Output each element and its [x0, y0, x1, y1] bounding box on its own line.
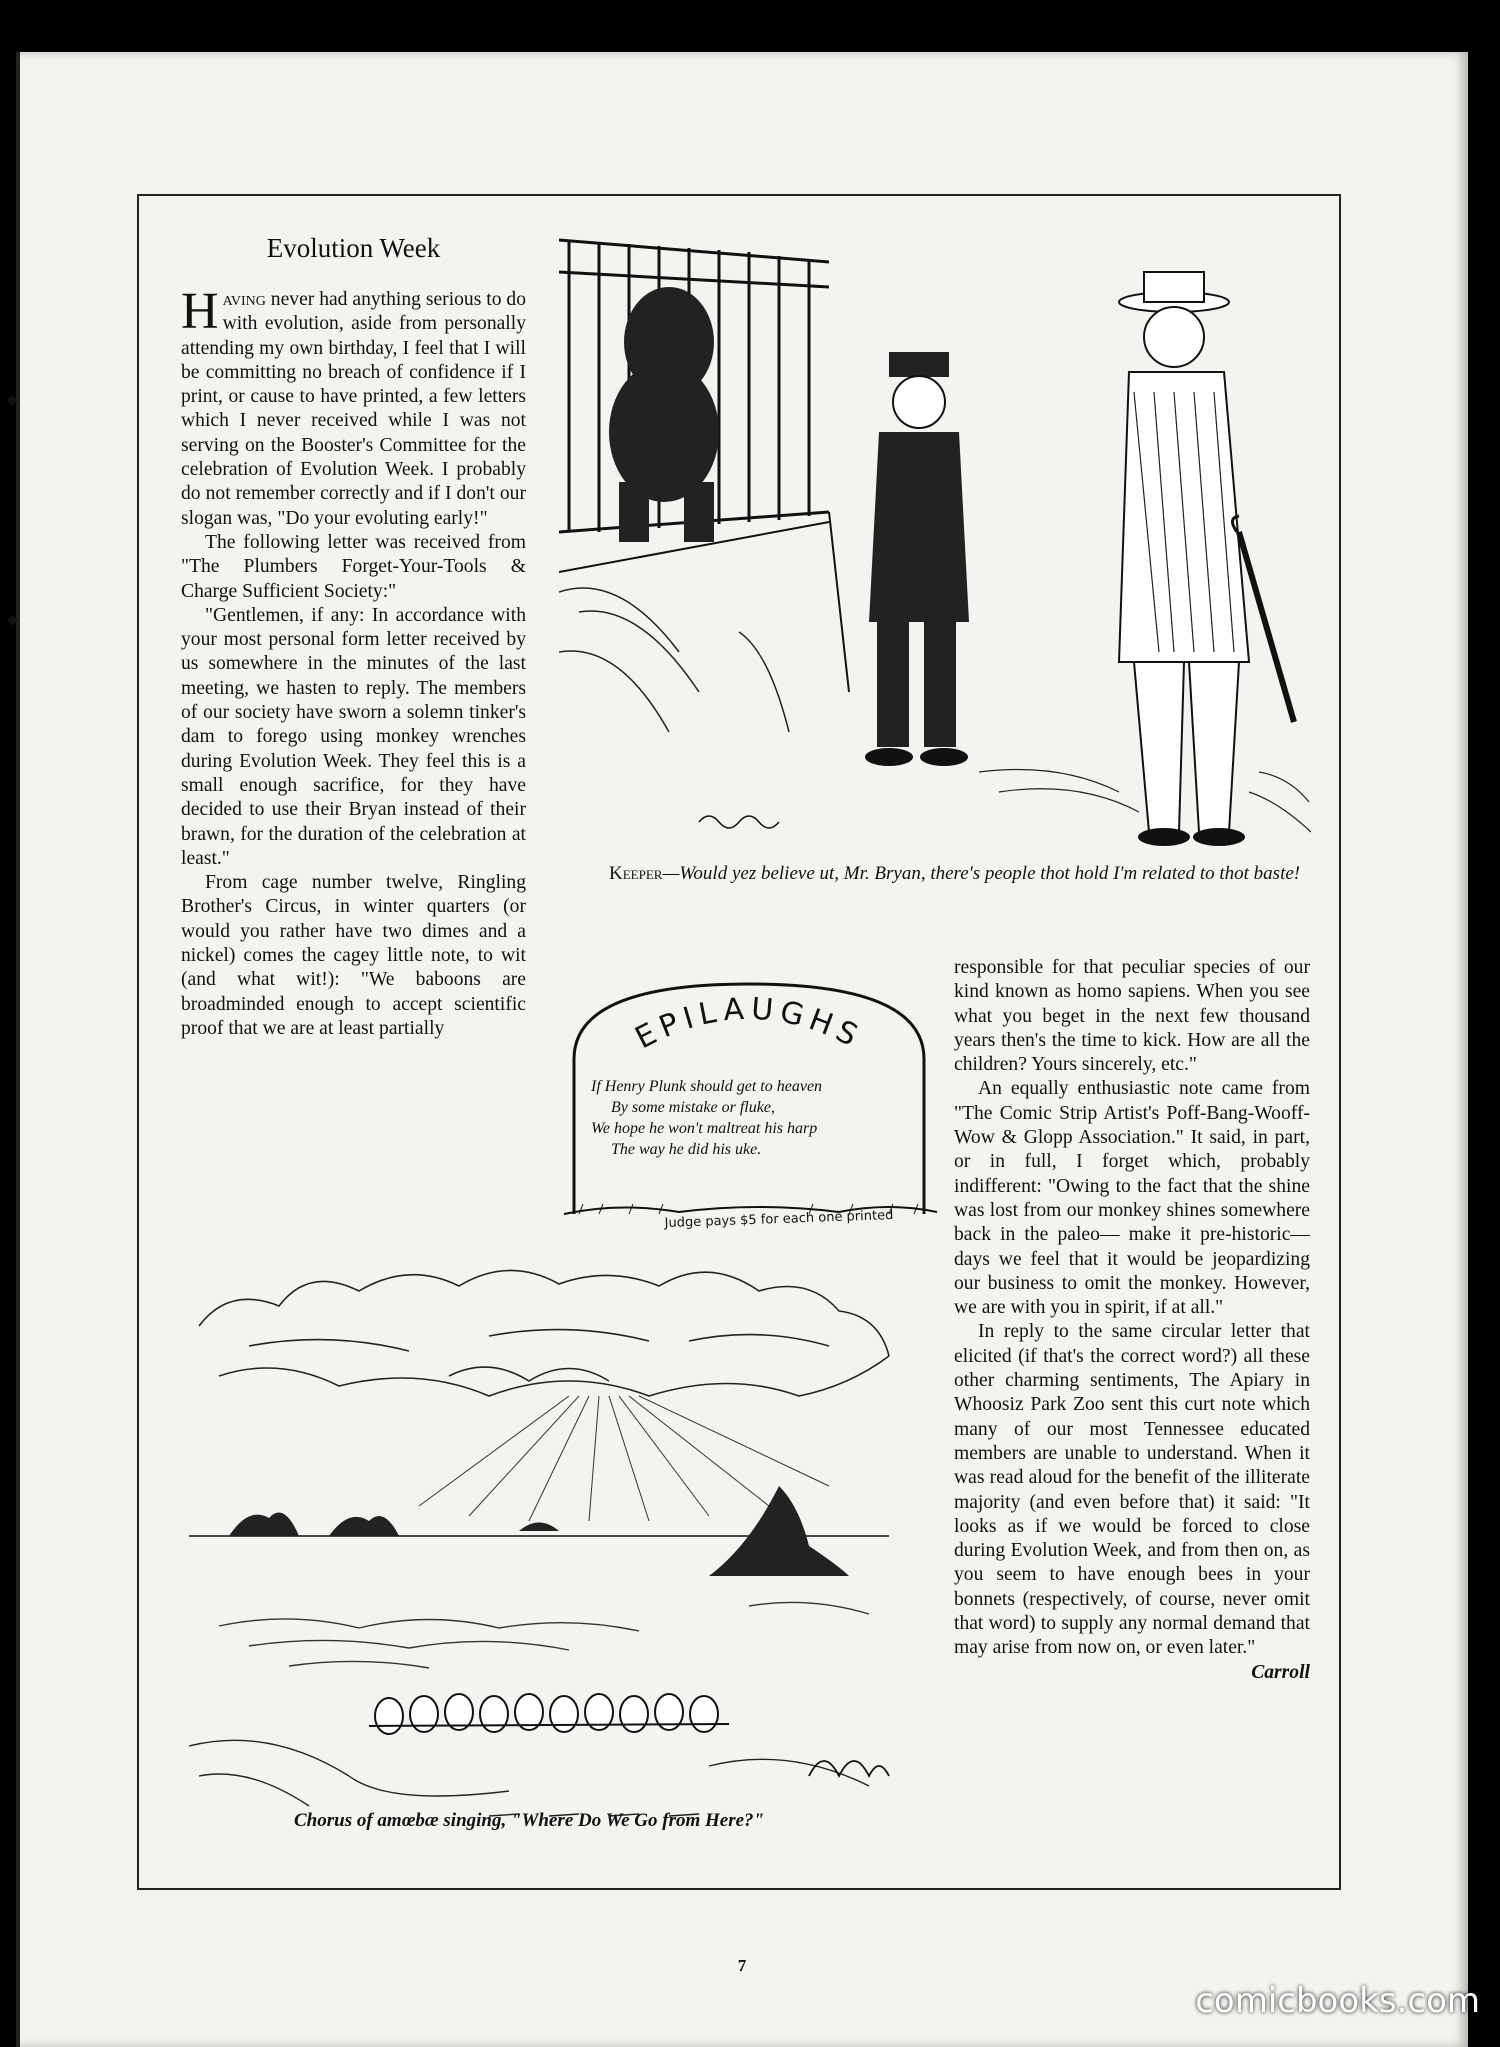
- epitaph-poem: [591, 1076, 931, 1160]
- watermark: comicbooks.com: [1195, 1981, 1480, 2021]
- article-paragraph: In reply to the same circular letter that elicited (if that's the correct word?) all these other charming sentiments, The Apiary in Whoosiz Park Zoo sent this curt note which many of our most Tennessee educated members are unable to understand. When it was read aloud for the benefit of the illiterate majority (and even before that) it said: "It looks as if we would be forced to close during Evolution Week, and from then on, as you seem to have enough bees in your bonnets (respectively, of course, never omit that word) to supply any normal demand that may arise from now on, or even later.": [954, 1321, 1310, 1659]
- magazine-page: [7, 52, 1468, 2047]
- poem-line: If Henry Plunk should get to heaven: [591, 1078, 823, 1095]
- poem-line: By some mistake or fluke,: [611, 1099, 775, 1116]
- page-number: 7: [737, 1956, 747, 1975]
- clouds: [199, 1270, 889, 1396]
- article-paragraph: An equally enthusiastic note came from "The Comic Strip Artist's Poff-Bang-Wooff-Wow & Glopp Association." It said, in part, or in full, I forget which, probably indifferent: "Owing to the fact that the shine was lost from our monkey shines somewhere back in the paleo— make it pre-historic—days we feel that it would be jeopardizing our business to omit the monkey. However, we are with you in spirit, if at all.": [954, 1078, 1310, 1319]
- waves: [219, 1602, 869, 1668]
- zookeeper-figure: [865, 352, 969, 766]
- cartoon-keeper-and-bryan: [559, 232, 1311, 852]
- gorilla-figure: [609, 287, 719, 542]
- article-paragraph: "Gentlemen, if any: In accordance with your most personal form letter received by us somewhere in the minutes of the last meeting, we hasten to reply. The members of our society have sworn a solemn tinker's dam to forego using monkey wrenches during Evolution Week. They feel this is a small enough sacrifice, for they have decided to use their Bryan instead of their brawn, for the duration of the celebration at least.": [181, 604, 526, 869]
- article-column-right: [954, 956, 1310, 1685]
- cartoon-bottom-caption: Chorus of amœbæ singing, "Where Do We Go from Here?": [294, 1810, 765, 1831]
- bryan-figure: [1119, 272, 1294, 846]
- poem-line: The way he did his uke.: [611, 1141, 762, 1158]
- binding-mark: ◆: [7, 392, 18, 408]
- drop-cap: H: [181, 283, 219, 340]
- opening-smallcaps: aving: [222, 289, 266, 310]
- article-signature: Carroll: [1251, 1661, 1310, 1683]
- amoebae-chorus-line: [369, 1694, 729, 1734]
- poem-line: We hope he won't maltreat his harp: [591, 1120, 818, 1137]
- epilaughs-banner: EPILAUGHS: [629, 991, 869, 1057]
- article-column-left: [181, 233, 526, 1041]
- article-paragraph: The following letter was received from "The Plumbers Forget-Your-Tools & Charge Sufficient Society:": [181, 531, 526, 602]
- page-border: [137, 194, 1341, 1890]
- binding-edge: [16, 52, 20, 2047]
- sun-rays: [419, 1396, 829, 1521]
- epilaughs-payment-note: Judge pays $5 for each one printed: [664, 1208, 894, 1231]
- artist-signature: [699, 816, 779, 828]
- seabed: [189, 1740, 869, 1816]
- article-paragraph: From cage number twelve, Ringling Brother's Circus, in winter quarters (or would you rather have two dimes and a nickel) comes the cagey little note, to wit (and what wit!): "We baboons are broadminded enough to accept scientific proof that we are at least partially: [181, 872, 526, 1039]
- article-paragraph: Having never had anything serious to do with evolution, aside from personally attending my own birthday, I feel that I will be committing no breach of confidence if I print, or cause to have printed, a few letters which I never received while I was not serving on the Booster's Committee for the celebration of Evolution Week. I probably do not remember correctly and if I don't our slogan was, "Do your evoluting early!": [181, 283, 526, 529]
- binding-mark: ◆: [7, 612, 18, 628]
- article-title: Evolution Week: [266, 233, 441, 263]
- cartoon-top-caption: Keeper—Would yez believe ut, Mr. Bryan, there's people thot hold I'm related to thot baste!: [609, 863, 1301, 884]
- article-paragraph: responsible for that peculiar species of our kind known as homo sapiens. When you see what you beget in the next few thousand years then's the time to kick. How are all the children? Yours sincerely, etc.": [954, 957, 1310, 1076]
- artist-signature: [809, 1761, 889, 1776]
- cartoon-amoebae-chorus: [189, 1246, 947, 1836]
